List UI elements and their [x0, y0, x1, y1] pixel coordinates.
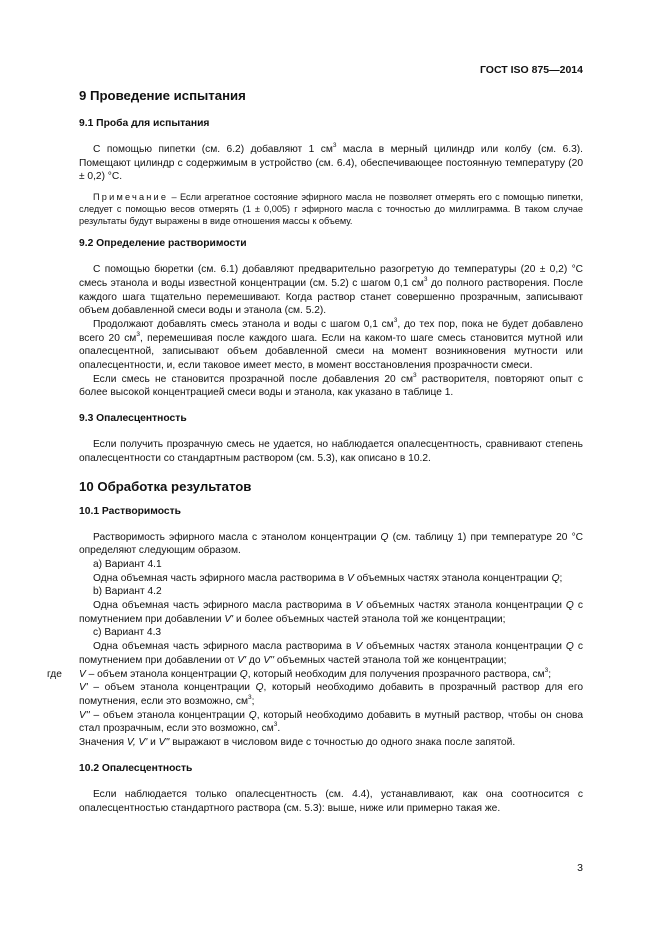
symbol: V'	[224, 613, 234, 625]
superscript: 3	[412, 371, 417, 379]
text: до полного растворения. После каждого шага тщательно перемешивают. Когда раствор станет совершенно прозрачным, записывают объем добавленной смеси воды и этанола (см. 5.2).	[79, 277, 583, 317]
symbol: V''	[263, 654, 275, 666]
text: объемных частях этанола концентрации	[362, 600, 566, 612]
superscript: 3	[423, 275, 428, 283]
symbol: Q	[380, 531, 389, 543]
text: растворителя, повторяют опыт с более высокой концентрацией смеси воды и этанола, как указано в таблице 1.	[79, 373, 584, 399]
text: с помутнением при добавлении от	[79, 641, 583, 666]
paragraph	[79, 531, 583, 558]
text: Продолжают добавлять смесь этанола и воды с шагом 0,1 см	[93, 318, 394, 330]
text: – объем этанола концентрации	[87, 682, 256, 694]
paragraph: Если наблюдается только опалесцентность (см. 4.4), устанавливают, как она соотносится с опалесцентностью стандартного раствора (см. 5.3): выше, ниже или примерно такая же.	[79, 788, 583, 814]
paragraph	[79, 143, 583, 184]
text: Одна объемная часть эфирного масла растворима в	[93, 641, 356, 653]
variant-label: b) Вариант 4.2	[93, 586, 162, 598]
text: С помощью пипетки (см. 6.2) добавляют 1 см	[93, 144, 333, 155]
where-item	[79, 681, 583, 708]
section-9-title: 9 Проведение испытания	[79, 88, 246, 103]
section-10-1-title: 10.1 Растворимость	[79, 505, 181, 517]
text: Одна объемная часть эфирного масла растворима в	[93, 572, 348, 584]
note-label: Примечание	[93, 192, 169, 203]
symbol: V''	[158, 737, 170, 749]
page-number: 3	[577, 862, 583, 874]
symbol: Q	[255, 682, 264, 694]
paragraph	[79, 736, 583, 750]
where-item	[79, 668, 583, 682]
paragraph: Если получить прозрачную смесь не удается, но наблюдается опалесцентность, сравнивают степень опалесцентности со стандартным раствором (см. 5.3), как описано в 10.2.	[79, 439, 583, 464]
paragraph	[79, 373, 583, 400]
paragraph	[79, 572, 583, 586]
text: (см. таблицу 1) при температуре 20 °С определяют следующим образом.	[79, 531, 583, 557]
section-10-title: 10 Обработка результатов	[79, 478, 252, 494]
superscript: 3	[136, 330, 140, 338]
text: ;	[548, 668, 552, 680]
symbol: V	[79, 668, 86, 680]
superscript: 3	[393, 316, 398, 324]
text: объемных частей этанола той же концентрации;	[274, 654, 507, 666]
section-10-2-title: 10.2 Опалесцентность	[79, 762, 193, 774]
symbol: Q	[239, 668, 248, 680]
page-content	[47, 88, 584, 815]
text: , перемешивая после каждого шага. Если на каком-то шаге смесь становится мутной или опалесцентной, записывают объем добавленной смеси на момент возникновения мутности или опалесцентности, и, если таковое имеет место, в момент восстановления прозрачности смеси.	[79, 332, 583, 372]
text: .	[277, 723, 281, 735]
note	[79, 191, 583, 227]
text: Растворимость эфирного масла с этанолом концентрации	[93, 531, 381, 543]
text: объемных частях этанола концентрации	[362, 641, 566, 653]
text: – объем этанола концентрации	[85, 668, 240, 680]
symbol: V	[347, 572, 354, 584]
symbol: Q	[565, 600, 574, 612]
section-9-3-title: 9.3 Опалесцентность	[79, 413, 187, 425]
paragraph	[79, 640, 583, 667]
text: Значения	[79, 737, 127, 749]
where-block	[47, 666, 583, 737]
symbol: Q	[565, 641, 574, 653]
symbol: V'	[79, 682, 88, 694]
section-9-2-title: 9.2 Определение растворимости	[79, 238, 247, 250]
text: Если смесь не становится прозрачной после добавления 20 см	[93, 373, 413, 385]
text: до	[246, 654, 264, 666]
text: и более объемных частей этанола той же концентрации;	[233, 613, 506, 625]
symbol: V, V'	[126, 737, 148, 749]
variant-label: a) Вариант 4.1	[93, 558, 162, 570]
text: масла в мерный цилиндр или колбу (см. 6.3). Помещают цилиндр с содержимым в устройство (см. 6.4), обеспечивающее постоянную температуру (20 ± 0,2) °С.	[79, 144, 583, 183]
document-header: ГОСТ ISO 875—2014	[479, 64, 583, 76]
text: с помутнением при добавлении	[79, 600, 583, 625]
text: , который необходим для получения прозрачного раствора, см	[247, 668, 545, 680]
symbol: V'	[237, 654, 247, 666]
symbol: Q	[248, 709, 257, 721]
text: объемных частях этанола концентрации	[353, 572, 552, 584]
superscript: 3	[248, 693, 252, 701]
superscript: 3	[332, 142, 337, 149]
where-item	[79, 709, 583, 736]
variant-label: c) Вариант 4.3	[93, 627, 162, 639]
text: , до тех пор, пока не будет добавлено всего 20 см	[79, 318, 583, 344]
paragraph	[79, 318, 583, 373]
text: ;	[559, 572, 563, 584]
text: – объем этанола концентрации	[89, 709, 249, 721]
text: выражают в числовом виде с точностью до одного знака после запятой.	[169, 737, 516, 749]
where-label: где	[47, 668, 62, 680]
symbol: V	[355, 600, 363, 612]
text: С помощью бюретки (см. 6.1) добавляют предварительно разогретую до температуры (20 ± 0,2) °С смесь этанола и воды известной концентрации (см. 5.2) с шагом 0,1 см	[79, 264, 583, 289]
note-text: – Если агрегатное состояние эфирного масла не позволяет отмерять его с помощью пипетки, следует с помощью весов отмерять (1 ± 0,005) г эфирного масла с точностью до миллиграмма. В таком случае результаты будут выражены в виде отношения массы к объему.	[79, 192, 583, 227]
paragraph	[79, 263, 583, 318]
paragraph	[79, 599, 583, 626]
symbol: V	[355, 641, 363, 653]
text: Одна объемная часть эфирного масла растворима в	[93, 600, 356, 612]
superscript: 3	[273, 721, 278, 729]
text: и	[147, 737, 159, 749]
superscript: 3	[544, 666, 549, 674]
symbol: Q	[551, 572, 560, 584]
symbol: V''	[79, 709, 90, 721]
text: , который необходимо добавить в прозрачный раствор для его помутнения, если это возможно, см	[79, 682, 583, 707]
section-9-1-title: 9.1 Проба для испытания	[79, 118, 210, 129]
text: ;	[251, 695, 255, 707]
text: , который необходимо добавить в мутный раствор, чтобы он снова стал прозрачным, если это возможно, см	[79, 709, 583, 735]
